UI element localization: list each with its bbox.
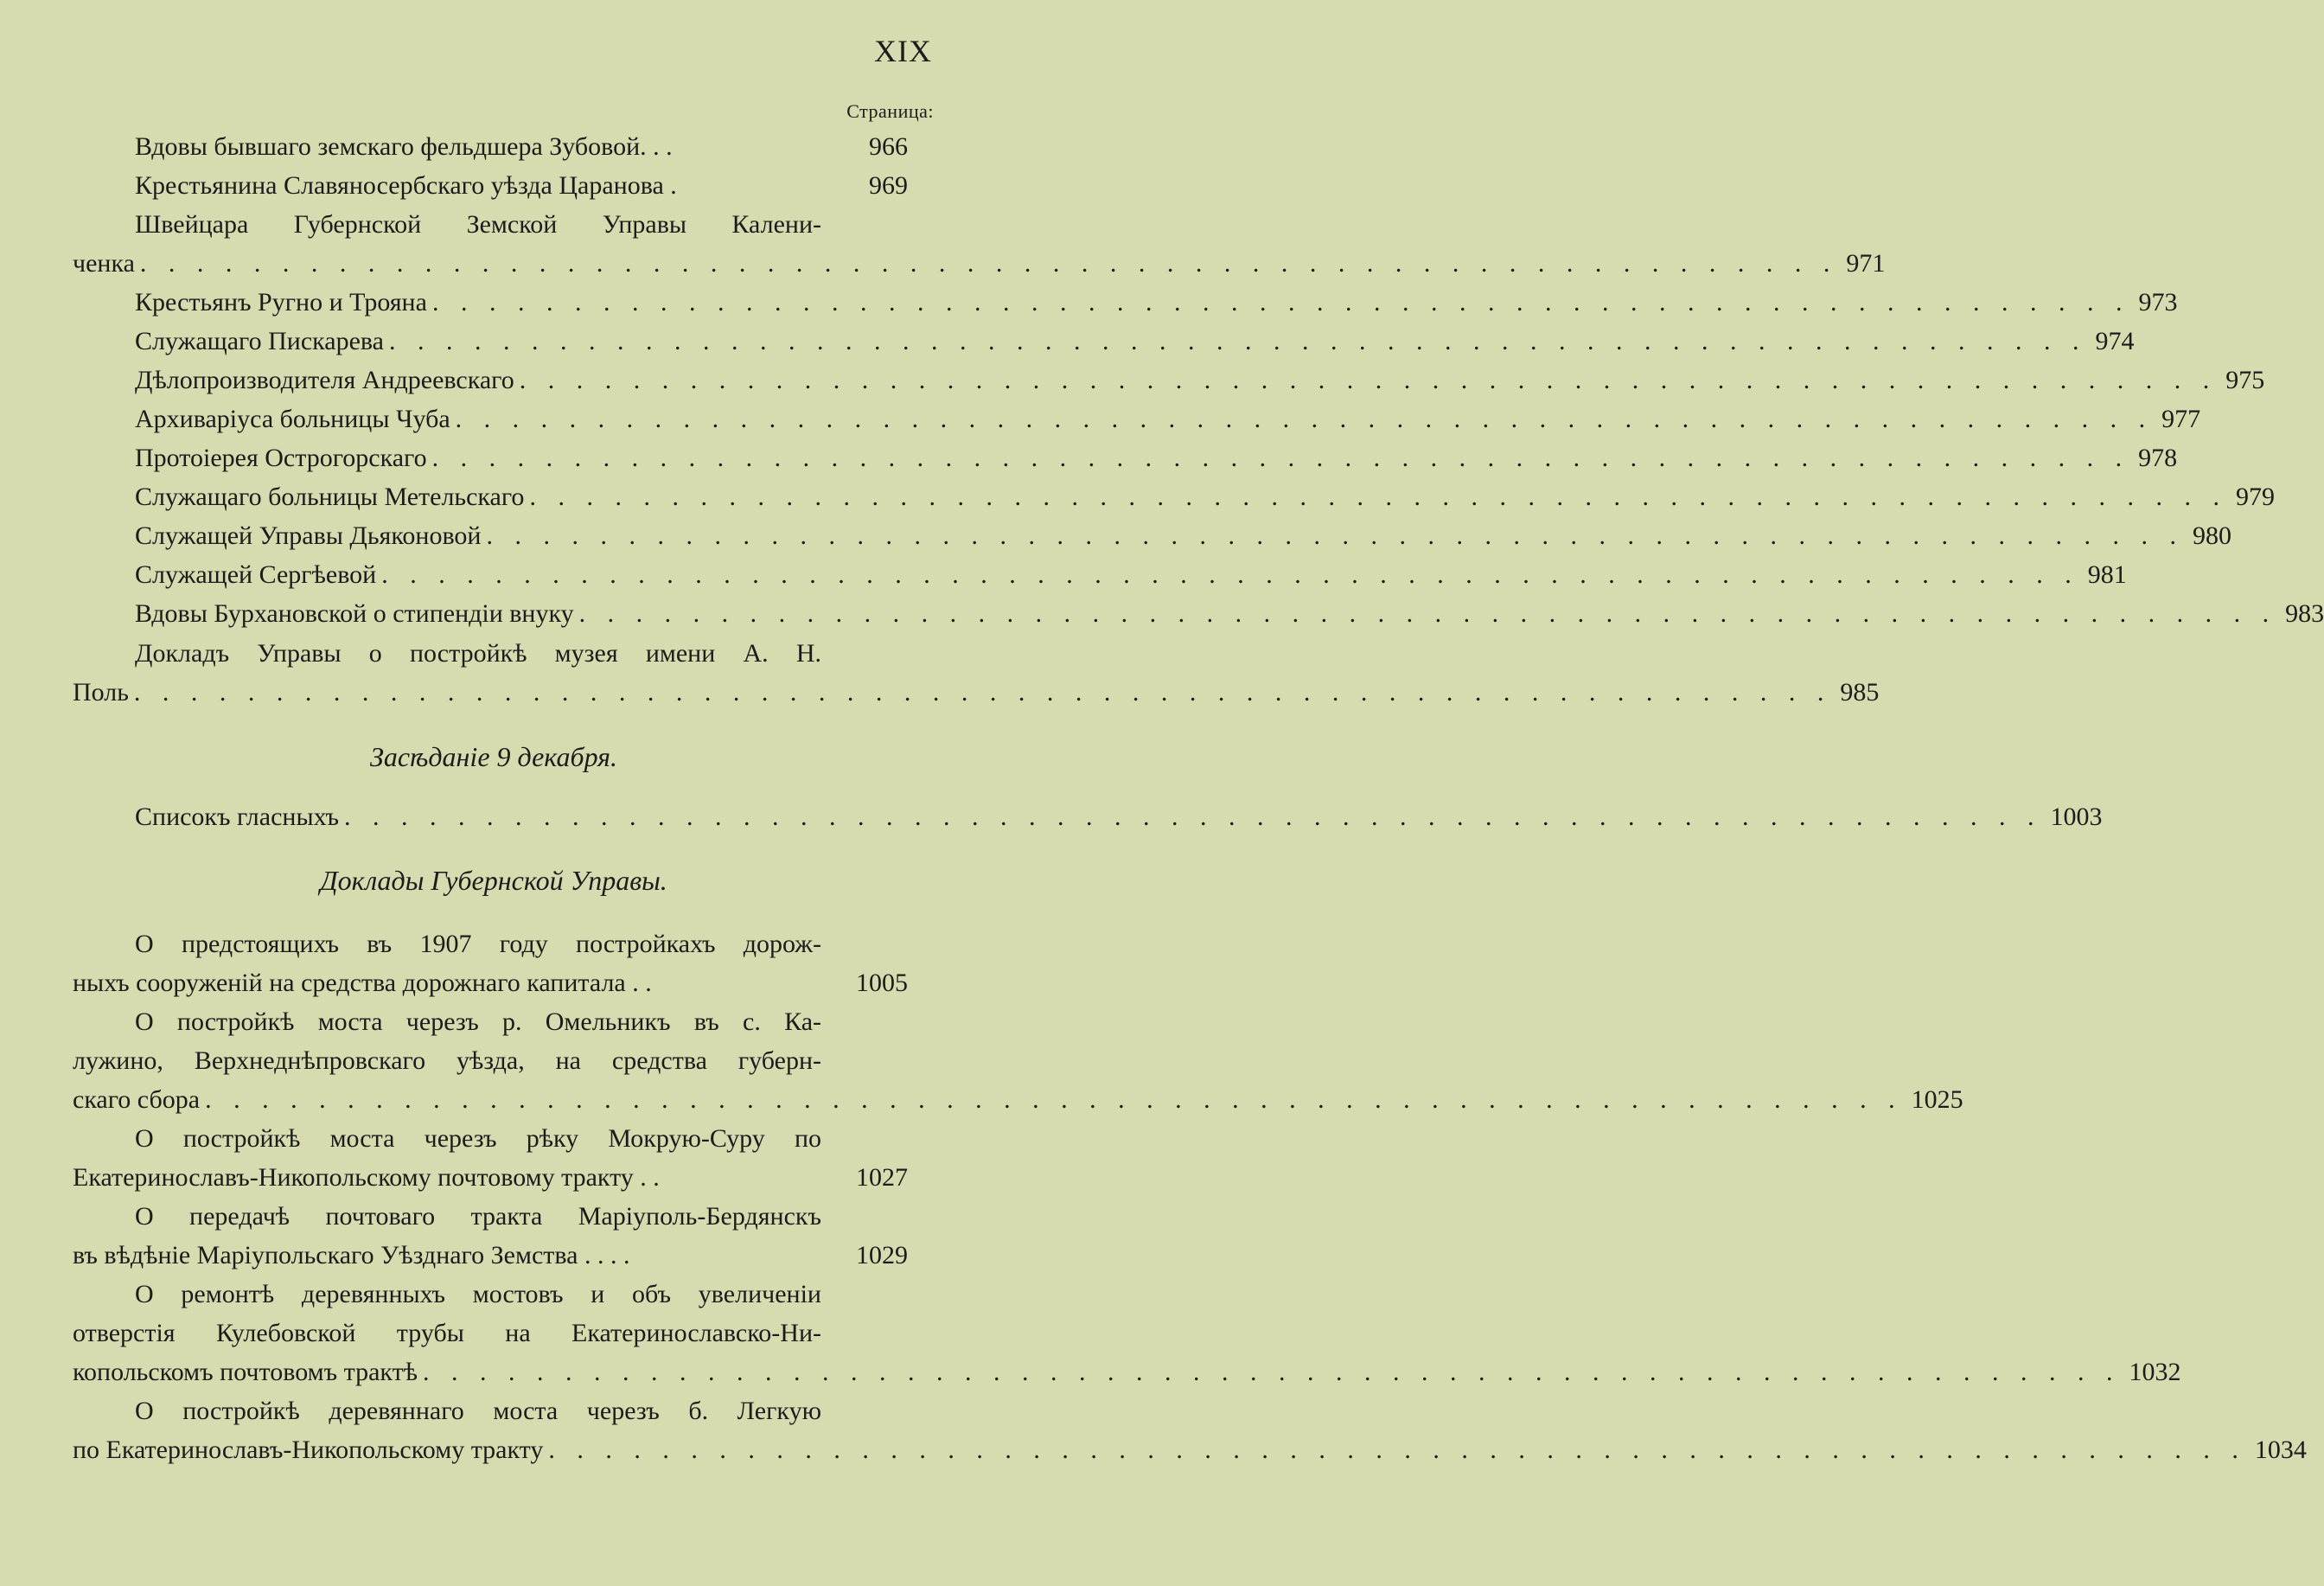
entry-text: скаго сбора [73, 1085, 201, 1114]
dot-leader: . . . . . . . . . . . . . . . . . . . . . . . . . . . . . . . . . . . . . . . . . . . . . . . . . . . . . . . . . . . . [529, 483, 2227, 511]
entry-text: отверстія Кулебовской трубы на Екатеринославско-Ни- [73, 1319, 821, 1347]
dot-leader: . . . . . . . . . . . . . . . . . . . . . . . . . . . . . . . . . . . . . . . . . . . . . . . . . . . . . . . . . . . . [388, 327, 2087, 355]
dot-leader: . . . . . . . . . . . . . . . . . . . . . . . . . . . . . . . . . . . . . . . . . . . . . . . . . . . . . . . . . . . . [578, 599, 2277, 628]
entry-page: 1003 [2050, 803, 2103, 831]
entry-text: Дѣлопроизводителя Андреевскаго [135, 366, 514, 394]
dot-leader: . . . . . . . . . . . . . . . . . . . . . . . . . . . . . . . . . . . . . . . . . . . . . . . . . . . . . . . . . . . . [133, 678, 1832, 707]
entry-text: копольскомъ почтовомъ трактѣ [73, 1358, 418, 1386]
section-heading: Доклады Губернской Управы. [320, 865, 667, 896]
toc-entry [135, 480, 2275, 515]
entry-page: 978 [2138, 444, 2178, 472]
entry-text: Крестьянина Славяносербскаго уѣзда Царанова . [135, 171, 677, 200]
dot-leader: . . . . . . . . . . . . . . . . . . . . . . . . . . . . . . . . . . . . . . . . . . . . . . . . . . . . . . . . . . . . [205, 1085, 1903, 1114]
toc-entry [135, 324, 2135, 359]
toc-entry-line [135, 1199, 908, 1234]
toc-entry [135, 597, 2324, 631]
entry-text: въ вѣдѣніе Маріупольскаго Уѣзднаго Земства . . . . [73, 1241, 630, 1269]
entry-text: ченка [73, 249, 135, 278]
entry-text: Швейцара Губернской Земской Управы Калени- [135, 210, 821, 239]
entry-page: 1032 [2129, 1358, 2181, 1386]
entry-page: 975 [2225, 366, 2265, 394]
entry-text: Поль [73, 678, 129, 707]
dot-leader: . . . . . . . . . . . . . . . . . . . . . . . . . . . . . . . . . . . . . . . . . . . . . . . . . . . . . . . . . . . . [548, 1436, 2246, 1464]
entry-text: Служащаго Пискарева [135, 327, 384, 355]
toc-entry [73, 966, 908, 1001]
page-number: XIX [874, 34, 932, 68]
entry-text: Екатеринославъ-Никопольскому почтовому тракту . . [73, 1163, 660, 1192]
entry-text: О передачѣ почтоваго тракта Маріуполь-Бердянскъ [135, 1202, 821, 1231]
toc-entry-line [73, 1316, 908, 1351]
entry-page: 985 [1840, 678, 1880, 707]
toc-entry-line [135, 636, 908, 671]
entry-page: 980 [2192, 521, 2231, 550]
dot-leader: . . . . . . . . . . . . . . . . . . . . . . . . . . . . . . . . . . . . . . . . . . . . . . . . . . . . . . . . . . . . [344, 803, 2042, 831]
dot-leader: . . . . . . . . . . . . . . . . . . . . . . . . . . . . . . . . . . . . . . . . . . . . . . . . . . . . . . . . . . . . [455, 405, 2154, 433]
dot-leader: . . . . . . . . . . . . . . . . . . . . . . . . . . . . . . . . . . . . . . . . . . . . . . . . . . . . . . . . . . . . [381, 560, 2079, 589]
entry-text: О предстоящихъ въ 1907 году постройкахъ дорож- [135, 930, 821, 958]
toc-entry-line [135, 1122, 908, 1156]
entry-text: Протоіерея Острогорскаго [135, 444, 427, 472]
toc-entry [135, 130, 908, 164]
entry-text: Архиваріуса больницы Чуба [135, 405, 450, 433]
entry-text: Вдовы Бурхановской о стипендіи внуку [135, 599, 574, 628]
toc-entry [135, 558, 2127, 592]
toc-entry [73, 1238, 908, 1273]
entry-page: 983 [2285, 599, 2324, 628]
entry-text: О постройкѣ моста черезъ рѣку Мокрую-Суру по [135, 1124, 821, 1153]
section-heading: Засѣданіе 9 декабря. [369, 741, 618, 772]
entry-page: 1034 [2254, 1436, 2307, 1464]
entry-page: 971 [1846, 249, 1886, 278]
entry-text: О постройкѣ деревяннаго моста черезъ б. Легкую [135, 1397, 821, 1425]
entry-text: Крестьянъ Ругно и Трояна [135, 288, 427, 317]
dot-leader: . . . . . . . . . . . . . . . . . . . . . . . . . . . . . . . . . . . . . . . . . . . . . . . . . . . . . . . . . . . . [486, 521, 2184, 550]
toc-entry-line [135, 1277, 908, 1312]
entry-page: 973 [2138, 288, 2178, 317]
dot-leader: . . . . . . . . . . . . . . . . . . . . . . . . . . . . . . . . . . . . . . . . . . . . . . . . . . . . . . . . . . . . [139, 249, 1838, 278]
entry-text: О постройкѣ моста черезъ р. Омельникъ въ с. Ка- [135, 1007, 821, 1036]
toc-entry [135, 402, 2201, 437]
toc-entry [135, 363, 2265, 398]
entry-page: 969 [869, 171, 908, 200]
dot-leader: . . . . . . . . . . . . . . . . . . . . . . . . . . . . . . . . . . . . . . . . . . . . . . . . . . . . . . . . . . . . [431, 444, 2130, 472]
toc-entry [73, 1083, 1963, 1117]
entry-page: 1025 [1911, 1085, 1963, 1114]
dot-leader: . . . . . . . . . . . . . . . . . . . . . . . . . . . . . . . . . . . . . . . . . . . . . . . . . . . . . . . . . . . . [519, 366, 2218, 394]
toc-entry-line [135, 927, 908, 962]
entry-text: Списокъ гласныхъ [135, 803, 339, 831]
dot-leader: . . . . . . . . . . . . . . . . . . . . . . . . . . . . . . . . . . . . . . . . . . . . . . . . . . . . . . . . . . . . [431, 288, 2130, 317]
toc-entry-line [135, 208, 908, 242]
entry-page: 979 [2235, 483, 2275, 511]
entry-page: 977 [2161, 405, 2201, 433]
toc-entry [73, 1433, 2307, 1468]
entry-page: 1005 [856, 969, 908, 997]
entry-text: лужино, Верхнеднѣпровскаго уѣзда, на средства губерн- [73, 1046, 821, 1075]
entry-text: ныхъ сооруженій на средства дорожнаго капитала . . [73, 969, 652, 997]
toc-entry [135, 169, 908, 203]
toc-entry [73, 675, 1880, 710]
entry-text: Докладъ Управы о постройкѣ музея имени А. Н. [135, 639, 821, 668]
entry-text: Служащаго больницы Метельскаго [135, 483, 525, 511]
column-header: Страница: [846, 100, 934, 122]
dot-leader: . . . . . . . . . . . . . . . . . . . . . . . . . . . . . . . . . . . . . . . . . . . . . . . . . . . . . . . . . . . . [423, 1358, 2121, 1386]
toc-entry-line [73, 1044, 908, 1078]
entry-page: 974 [2095, 327, 2135, 355]
toc-entry [135, 285, 2178, 320]
toc-entry-line [135, 1005, 908, 1039]
entry-page: 1027 [856, 1163, 908, 1192]
toc-entry [73, 1355, 2181, 1390]
entry-text: по Екатеринославъ-Никопольскому тракту [73, 1436, 544, 1464]
entry-page: 1029 [856, 1241, 908, 1269]
toc-entry [73, 246, 1886, 281]
entry-text: Служащей Сергѣевой [135, 560, 377, 589]
entry-text: Вдовы бывшаго земскаго фельдшера Зубовой. . . [135, 132, 673, 161]
toc-entry [135, 441, 2178, 476]
toc-entry-line [135, 1394, 908, 1429]
entry-page: 966 [869, 132, 908, 161]
toc-entry [73, 1161, 908, 1195]
entry-text: Служащей Управы Дьяконовой [135, 521, 482, 550]
toc-entry [135, 519, 2231, 553]
entry-page: 981 [2087, 560, 2127, 589]
toc-entry [135, 800, 2103, 835]
entry-text: О ремонтѣ деревянныхъ мостовъ и объ увеличеніи [135, 1280, 821, 1308]
